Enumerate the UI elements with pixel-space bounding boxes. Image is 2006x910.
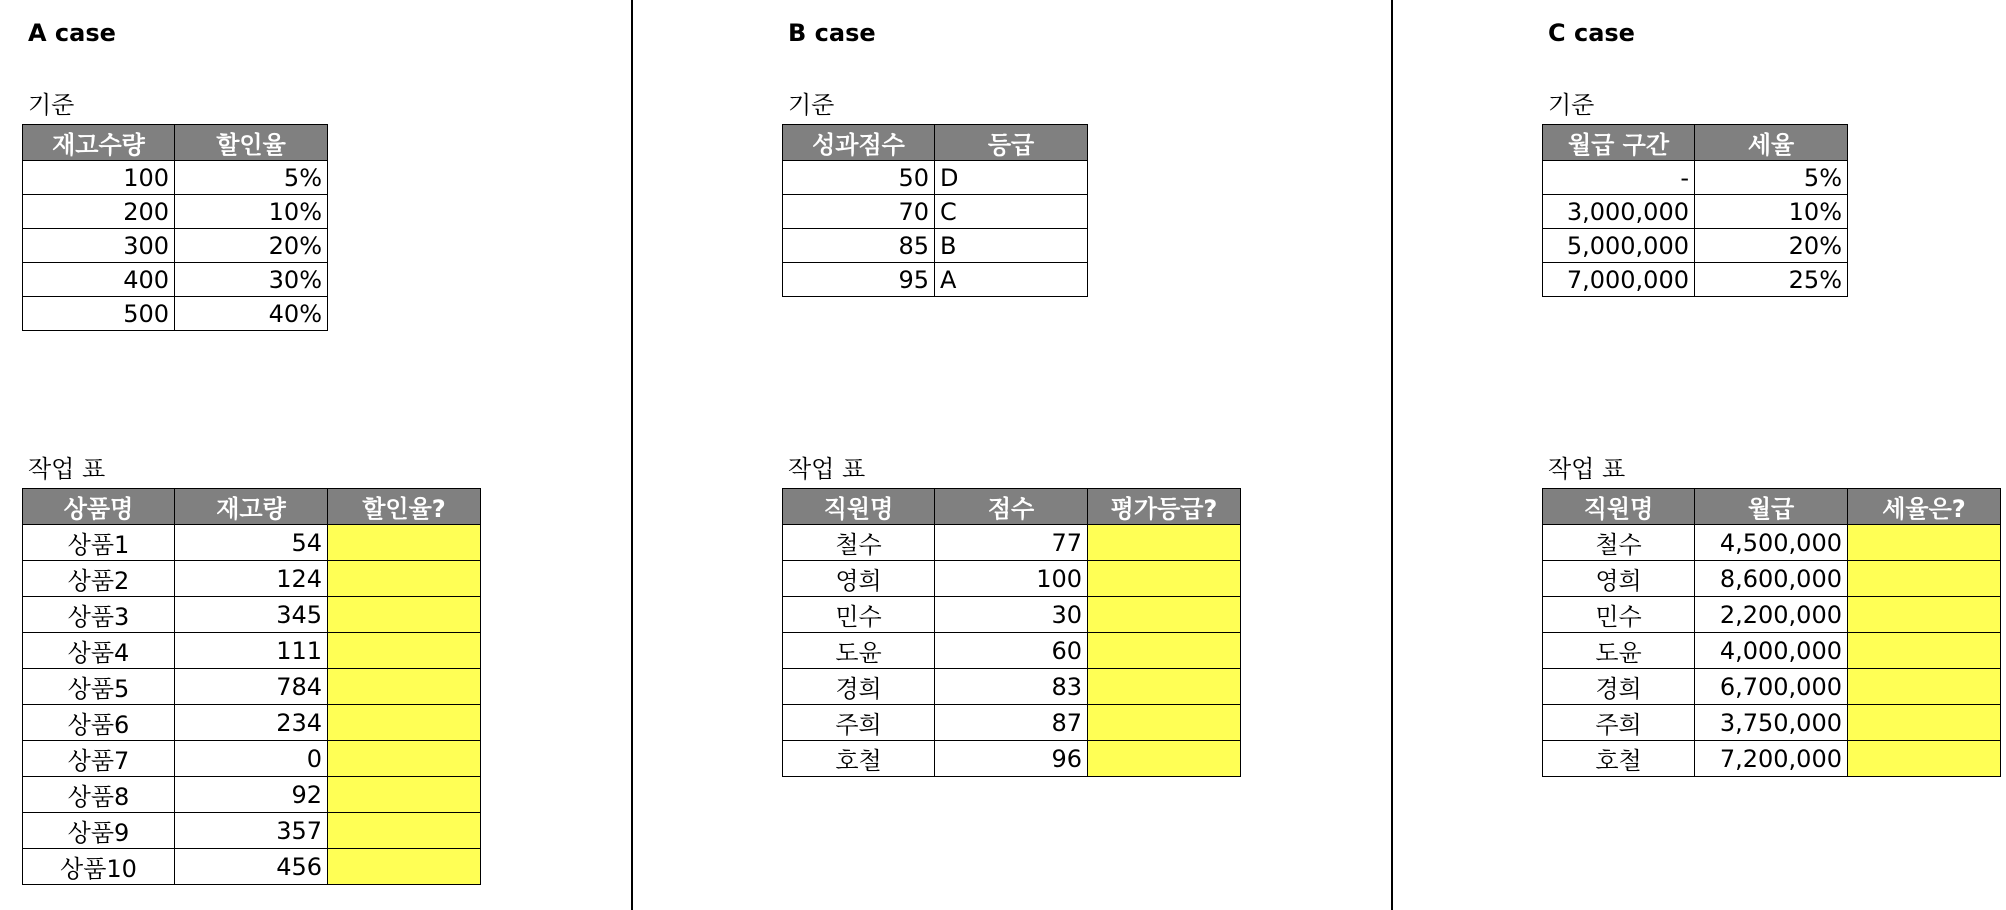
answer-input-cell[interactable] [1088,525,1241,561]
table-row [23,229,328,263]
value-cell: 30 [935,597,1088,633]
criteria-result-cell: 25% [1695,263,1848,297]
name-cell: 주희 [1543,705,1695,741]
value-cell: 456 [175,849,328,885]
answer-input-cell[interactable] [1848,705,2001,741]
answer-input-cell[interactable] [1088,633,1241,669]
table-row [1543,597,2001,633]
table-row [783,525,1241,561]
name-cell: 상품2 [23,561,175,597]
criteria-threshold-cell: 85 [783,229,935,263]
column-divider-2 [1391,0,1393,910]
value-cell: 83 [935,669,1088,705]
column-header: 직원명 [1543,489,1695,525]
table-row [783,741,1241,777]
header-row [23,125,328,161]
case-c-work-label: 작업 표 [1548,455,1626,483]
column-header: 세율 [1695,125,1848,161]
value-cell: 100 [935,561,1088,597]
name-cell: 민수 [783,597,935,633]
table-row [23,195,328,229]
case-c-title: C case [1548,19,1635,47]
value-cell: 54 [175,525,328,561]
table-row [23,813,481,849]
table-row [783,561,1241,597]
criteria-result-cell: 5% [1695,161,1848,195]
case-c-work-table [1542,488,2001,777]
name-cell: 철수 [783,525,935,561]
column-header: 평가등급? [1088,489,1241,525]
table-row [23,561,481,597]
value-cell: 8,600,000 [1695,561,1848,597]
value-cell: 357 [175,813,328,849]
criteria-result-cell: A [935,263,1088,297]
name-cell: 도윤 [783,633,935,669]
column-header: 점수 [935,489,1088,525]
value-cell: 87 [935,705,1088,741]
column-header: 직원명 [783,489,935,525]
table-row [1543,525,2001,561]
table-row [783,229,1088,263]
criteria-threshold-cell: 3,000,000 [1543,195,1695,229]
table-row [783,597,1241,633]
answer-input-cell[interactable] [1848,561,2001,597]
table-row [1543,705,2001,741]
criteria-result-cell: 10% [175,195,328,229]
answer-input-cell[interactable] [328,525,481,561]
table-row [23,669,481,705]
column-divider-1 [631,0,633,910]
table-row [23,777,481,813]
case-a-work-table [22,488,481,885]
case-c-criteria-table [1542,124,1848,297]
value-cell: 784 [175,669,328,705]
case-a-title: A case [28,19,116,47]
name-cell: 상품5 [23,669,175,705]
name-cell: 철수 [1543,525,1695,561]
name-cell: 도윤 [1543,633,1695,669]
name-cell: 상품4 [23,633,175,669]
answer-input-cell[interactable] [328,669,481,705]
table-row [1543,561,2001,597]
header-row [1543,489,2001,525]
value-cell: 345 [175,597,328,633]
table-row [23,849,481,885]
name-cell: 상품10 [23,849,175,885]
answer-input-cell[interactable] [328,741,481,777]
criteria-result-cell: 20% [175,229,328,263]
answer-input-cell[interactable] [1848,669,2001,705]
name-cell: 상품6 [23,705,175,741]
case-a-criteria-label: 기준 [28,91,75,119]
criteria-threshold-cell: 7,000,000 [1543,263,1695,297]
answer-input-cell[interactable] [1848,633,2001,669]
answer-input-cell[interactable] [328,705,481,741]
value-cell: 6,700,000 [1695,669,1848,705]
table-row [1543,669,2001,705]
header-row [23,489,481,525]
value-cell: 3,750,000 [1695,705,1848,741]
column-header: 할인율 [175,125,328,161]
name-cell: 상품7 [23,741,175,777]
value-cell: 124 [175,561,328,597]
answer-input-cell[interactable] [1848,525,2001,561]
column-header: 재고량 [175,489,328,525]
value-cell: 60 [935,633,1088,669]
value-cell: 2,200,000 [1695,597,1848,633]
answer-input-cell[interactable] [328,813,481,849]
answer-input-cell[interactable] [328,849,481,885]
table-row [23,705,481,741]
criteria-threshold-cell: - [1543,161,1695,195]
column-header: 재고수량 [23,125,175,161]
value-cell: 92 [175,777,328,813]
table-row [783,161,1088,195]
header-row [783,489,1241,525]
answer-input-cell[interactable] [1088,669,1241,705]
case-b-criteria-label: 기준 [788,91,835,119]
name-cell: 호철 [783,741,935,777]
name-cell: 민수 [1543,597,1695,633]
table-row [23,525,481,561]
case-a-work-label: 작업 표 [28,455,106,483]
criteria-threshold-cell: 50 [783,161,935,195]
name-cell: 주희 [783,705,935,741]
answer-input-cell[interactable] [1088,597,1241,633]
name-cell: 경희 [1543,669,1695,705]
column-header: 상품명 [23,489,175,525]
answer-input-cell[interactable] [328,633,481,669]
column-header: 세율은? [1848,489,2001,525]
criteria-result-cell: 20% [1695,229,1848,263]
criteria-threshold-cell: 5,000,000 [1543,229,1695,263]
table-row [1543,263,1848,297]
answer-input-cell[interactable] [1088,705,1241,741]
answer-input-cell[interactable] [1848,597,2001,633]
header-row [1543,125,1848,161]
table-row [1543,229,1848,263]
case-b-criteria-table [782,124,1088,297]
column-header: 등급 [935,125,1088,161]
criteria-result-cell: D [935,161,1088,195]
criteria-threshold-cell: 70 [783,195,935,229]
criteria-threshold-cell: 100 [23,161,175,195]
criteria-result-cell: 30% [175,263,328,297]
value-cell: 234 [175,705,328,741]
table-row [23,161,328,195]
value-cell: 111 [175,633,328,669]
column-header: 할인율? [328,489,481,525]
name-cell: 상품3 [23,597,175,633]
column-header: 성과점수 [783,125,935,161]
name-cell: 영희 [1543,561,1695,597]
criteria-threshold-cell: 300 [23,229,175,263]
criteria-result-cell: 40% [175,297,328,331]
table-row [23,597,481,633]
case-a-criteria-table [22,124,328,331]
case-c-criteria-label: 기준 [1548,91,1595,119]
answer-input-cell[interactable] [1088,741,1241,777]
value-cell: 0 [175,741,328,777]
name-cell: 경희 [783,669,935,705]
name-cell: 상품9 [23,813,175,849]
table-row [1543,741,2001,777]
table-row [1543,633,2001,669]
value-cell: 4,000,000 [1695,633,1848,669]
answer-input-cell[interactable] [328,597,481,633]
value-cell: 4,500,000 [1695,525,1848,561]
criteria-threshold-cell: 400 [23,263,175,297]
table-row [23,263,328,297]
column-header: 월급 [1695,489,1848,525]
criteria-threshold-cell: 500 [23,297,175,331]
table-row [23,633,481,669]
criteria-threshold-cell: 200 [23,195,175,229]
value-cell: 7,200,000 [1695,741,1848,777]
table-row [783,669,1241,705]
case-b-title: B case [788,19,876,47]
name-cell: 호철 [1543,741,1695,777]
table-row [1543,161,1848,195]
criteria-result-cell: B [935,229,1088,263]
table-row [783,263,1088,297]
value-cell: 96 [935,741,1088,777]
criteria-threshold-cell: 95 [783,263,935,297]
table-row [23,297,328,331]
value-cell: 77 [935,525,1088,561]
table-row [783,195,1088,229]
answer-input-cell[interactable] [1848,741,2001,777]
table-row [23,741,481,777]
name-cell: 상품8 [23,777,175,813]
name-cell: 영희 [783,561,935,597]
table-row [783,633,1241,669]
case-b-work-table [782,488,1241,777]
answer-input-cell[interactable] [328,561,481,597]
criteria-result-cell: 10% [1695,195,1848,229]
table-row [1543,195,1848,229]
criteria-result-cell: C [935,195,1088,229]
answer-input-cell[interactable] [1088,561,1241,597]
header-row [783,125,1088,161]
name-cell: 상품1 [23,525,175,561]
criteria-result-cell: 5% [175,161,328,195]
answer-input-cell[interactable] [328,777,481,813]
table-row [783,705,1241,741]
column-header: 월급 구간 [1543,125,1695,161]
case-b-work-label: 작업 표 [788,455,866,483]
